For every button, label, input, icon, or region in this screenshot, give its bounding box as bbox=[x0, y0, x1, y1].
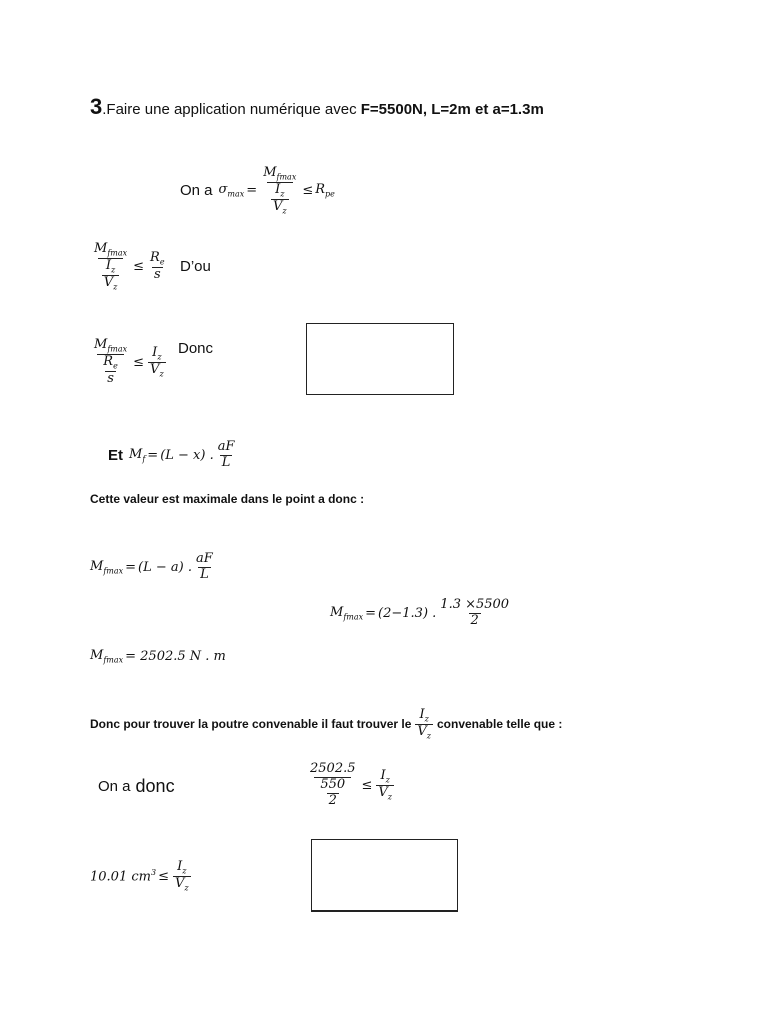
equation-mf: Et $M_f$ = (L − x) . $\frac{aF}{L}$ bbox=[108, 439, 235, 470]
equation-numeric-inequality: $\frac{2502.5}{\frac{550}{2}}$ ≤ $\frac{I_z}{V_z}$ bbox=[310, 761, 393, 808]
sigma-symbol: $\sigma_{max}$ bbox=[218, 182, 245, 199]
label-on-a-donc: On a donc bbox=[98, 776, 175, 796]
label-on-a: On a bbox=[180, 182, 213, 200]
section-parameters: F=5500N, L=2m et a=1.3m bbox=[360, 101, 544, 118]
answer-box-1 bbox=[306, 323, 454, 395]
equation-mfmax-result: $M_{fmax}$ = 2502.5 N . m bbox=[90, 648, 226, 665]
equation-final: 10.01 $cm^3$ ≤ $\frac{I_z}{V_z}$ bbox=[90, 859, 189, 893]
section-number: 3 bbox=[90, 94, 103, 119]
text-donc-pour-trouver: Donc pour trouver la poutre convenable il faut trouver le $\frac{I_z}{V_z}$ convenable telle que : bbox=[90, 707, 563, 741]
label-donc: Donc bbox=[178, 340, 214, 357]
section-title: .Faire une application numérique avec bbox=[102, 101, 361, 118]
text-cette-valeur: Cette valeur est maximale dans le point a donc : bbox=[90, 492, 365, 506]
equation-mfmax-symbolic: $M_{fmax}$ = (L − a) . $\frac{aF}{L}$ bbox=[90, 551, 213, 582]
section-heading bbox=[90, 94, 544, 120]
equation-donc: $\frac{M_{fmax}}{\frac{R_e}{s}}$ ≤ $\frac{I_z}{V_z}$ bbox=[94, 337, 164, 386]
label-dou: D’ou bbox=[180, 258, 211, 275]
equation-sigma-max: On a $\sigma_{max}$ = $\frac{M_{fmax}}{\frac{I_z}{V_z}}$ ≤ $R_{pe}$ bbox=[180, 165, 335, 216]
rpe-symbol: $R_{pe}$ bbox=[315, 182, 335, 199]
equation-dou: $\frac{M_{fmax}}{\frac{I_z}{V_z}}$ ≤ $\frac{R_e}{s}$ bbox=[94, 241, 165, 292]
fraction-moment-over-modulus: $\frac{M_{fmax}}{\frac{I_z}{V_z}}$ bbox=[263, 165, 297, 216]
equation-mfmax-numeric: $M_{fmax}$ = (2−1.3) . $\frac{1.3 \times 5500}{2}$ bbox=[330, 597, 510, 628]
answer-box-2 bbox=[311, 839, 458, 912]
label-et: Et bbox=[108, 446, 123, 464]
